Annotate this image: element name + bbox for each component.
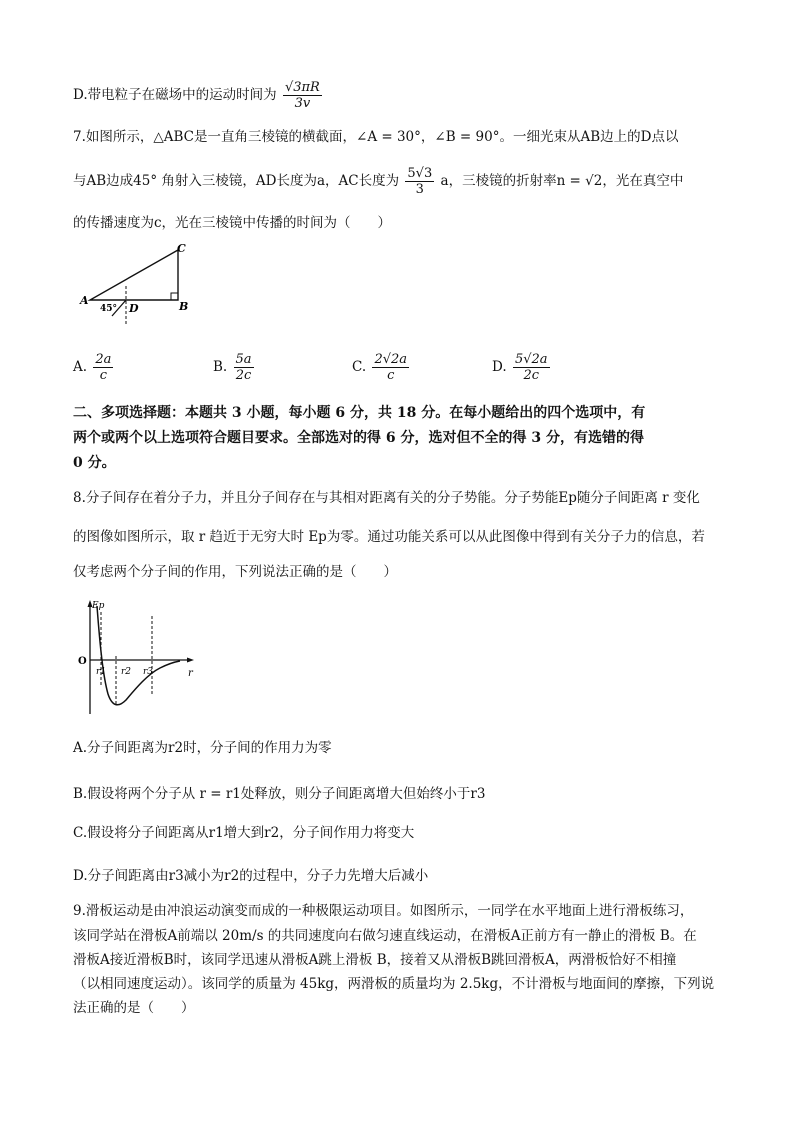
fraction-numerator: 5a: [235, 352, 252, 367]
q7-line-3: 的传播速度为c，光在三棱镜中传播的时间为（ ）: [73, 215, 392, 231]
q7-line-2-a: 与AB边成45° 角射入三棱镜，AD长度为a，AC长度为: [73, 173, 400, 189]
fraction-denominator: 3v: [294, 96, 311, 111]
r2-label: r2: [121, 667, 132, 677]
vertex-a-label: A: [80, 294, 89, 307]
q8-option-a[interactable]: A.分子间距离为r2时，分子间的作用力为零: [73, 740, 332, 756]
q7-option-a[interactable]: [73, 352, 115, 383]
fraction-denominator: c: [387, 368, 395, 383]
q6-option-d-text: D.带电粒子在磁场中的运动时间为: [73, 87, 277, 103]
origin-label: O: [78, 656, 87, 667]
option-label: C.: [352, 359, 367, 375]
angle-45-label: 45°: [100, 304, 118, 314]
q8-line-2: 的图像如图所示，取 r 趋近于无穷大时 Ep为零。通过功能关系可以从此图像中得到有关分子力的信息，若: [73, 529, 705, 545]
q8-line-3: 仅考虑两个分子间的作用，下列说法正确的是（ ）: [73, 564, 397, 580]
r3-label: r3: [143, 667, 154, 677]
section-2-header-line-2: 两个或两个以上选项符合题目要求。全部选对的得 6 分，选对但不全的得 3 分，有选错的得: [73, 430, 644, 446]
fraction-numerator: 5√2a: [514, 352, 548, 367]
right-angle-mark: [171, 293, 178, 300]
q9-line-1: 9.滑板运动是由冲浪运动演变而成的一种极限运动项目。如图所示，一同学在水平地面上进行滑板练习，: [73, 903, 694, 919]
option-label: A.: [73, 359, 88, 375]
x-axis-label: r: [188, 668, 193, 679]
r1-label: r1: [96, 667, 107, 677]
ep-curve: [97, 606, 180, 705]
q7-triangle-figure: [78, 244, 198, 329]
option-label: B.: [213, 359, 228, 375]
section-2-header-line-3: 0 分。: [73, 455, 116, 471]
option-fraction: [372, 352, 409, 383]
q9-line-5: 法正确的是（ ）: [73, 1000, 195, 1016]
option-fraction: [234, 352, 254, 383]
section-2-header-line-1: 二、多项选择题：本题共 3 小题，每小题 6 分，共 18 分。在每小题给出的四个选项中，有: [73, 405, 646, 421]
fraction-denominator: 2c: [235, 368, 252, 383]
fraction-numerator: 5√3: [407, 166, 433, 181]
fraction-numerator: √3πR: [284, 80, 320, 95]
q7-line-2-b: a，三棱镜的折射率n = √2，光在真空中: [440, 173, 684, 189]
option-label: D.: [492, 359, 507, 375]
q7-option-b[interactable]: [213, 352, 256, 383]
x-axis-arrow: [187, 658, 194, 663]
q8-potential-energy-figure: [76, 596, 200, 720]
fraction-denominator: 3: [415, 182, 424, 197]
vertex-c-label: C: [177, 244, 186, 255]
triangle-abc: [90, 250, 178, 300]
fraction-numerator: 2a: [95, 352, 112, 367]
q7-option-d[interactable]: [492, 352, 552, 383]
fraction-denominator: 2c: [523, 368, 539, 383]
y-axis-label: Ep: [92, 601, 105, 611]
option-fraction: [513, 352, 550, 383]
q6-option-d: [73, 80, 324, 111]
q9-line-2: 该同学站在滑板A前端以 20m/s 的共同速度向右做匀速直线运动，在滑板A正前方有一静止的滑板 B。在: [73, 928, 697, 944]
q9-line-3: 滑板A接近滑板B时，该同学迅速从滑板A跳上滑板 B，接着又从滑板B跳回滑板A，两滑板恰好不相撞: [73, 952, 677, 968]
q8-option-c[interactable]: C.假设将分子间距离从r1增大到r2，分子间作用力将变大: [73, 825, 415, 841]
point-d-label: D: [129, 302, 139, 315]
q7-option-c[interactable]: [352, 352, 411, 383]
q9-line-4: （以相同速度运动）。该同学的质量为 45kg，两滑板的质量均为 2.5kg，不计滑板与地面间的摩擦，下列说: [73, 976, 715, 992]
q7-line-1: 7.如图所示，△ABC是一直角三棱镜的横截面，∠A = 30°，∠B = 90°。一细光束从AB边上的D点以: [73, 129, 679, 145]
q6-option-d-fraction: [283, 80, 322, 111]
q7-line-2: [73, 166, 683, 197]
vertex-b-label: B: [179, 300, 189, 313]
q8-line-1: 8.分子间存在着分子力，并且分子间存在与其相对距离有关的分子势能。分子势能Ep随分子间距离 r 变化: [73, 490, 700, 506]
q7-ac-fraction: [405, 166, 434, 197]
q8-option-b[interactable]: B.假设将两个分子从 r = r1处释放，则分子间距离增大但始终小于r3: [73, 786, 486, 802]
fraction-denominator: c: [99, 368, 107, 383]
fraction-numerator: 2√2a: [374, 352, 408, 367]
option-fraction: [93, 352, 113, 383]
q8-option-d[interactable]: D.分子间距离由r3减小为r2的过程中，分子力先增大后减小: [73, 868, 429, 884]
